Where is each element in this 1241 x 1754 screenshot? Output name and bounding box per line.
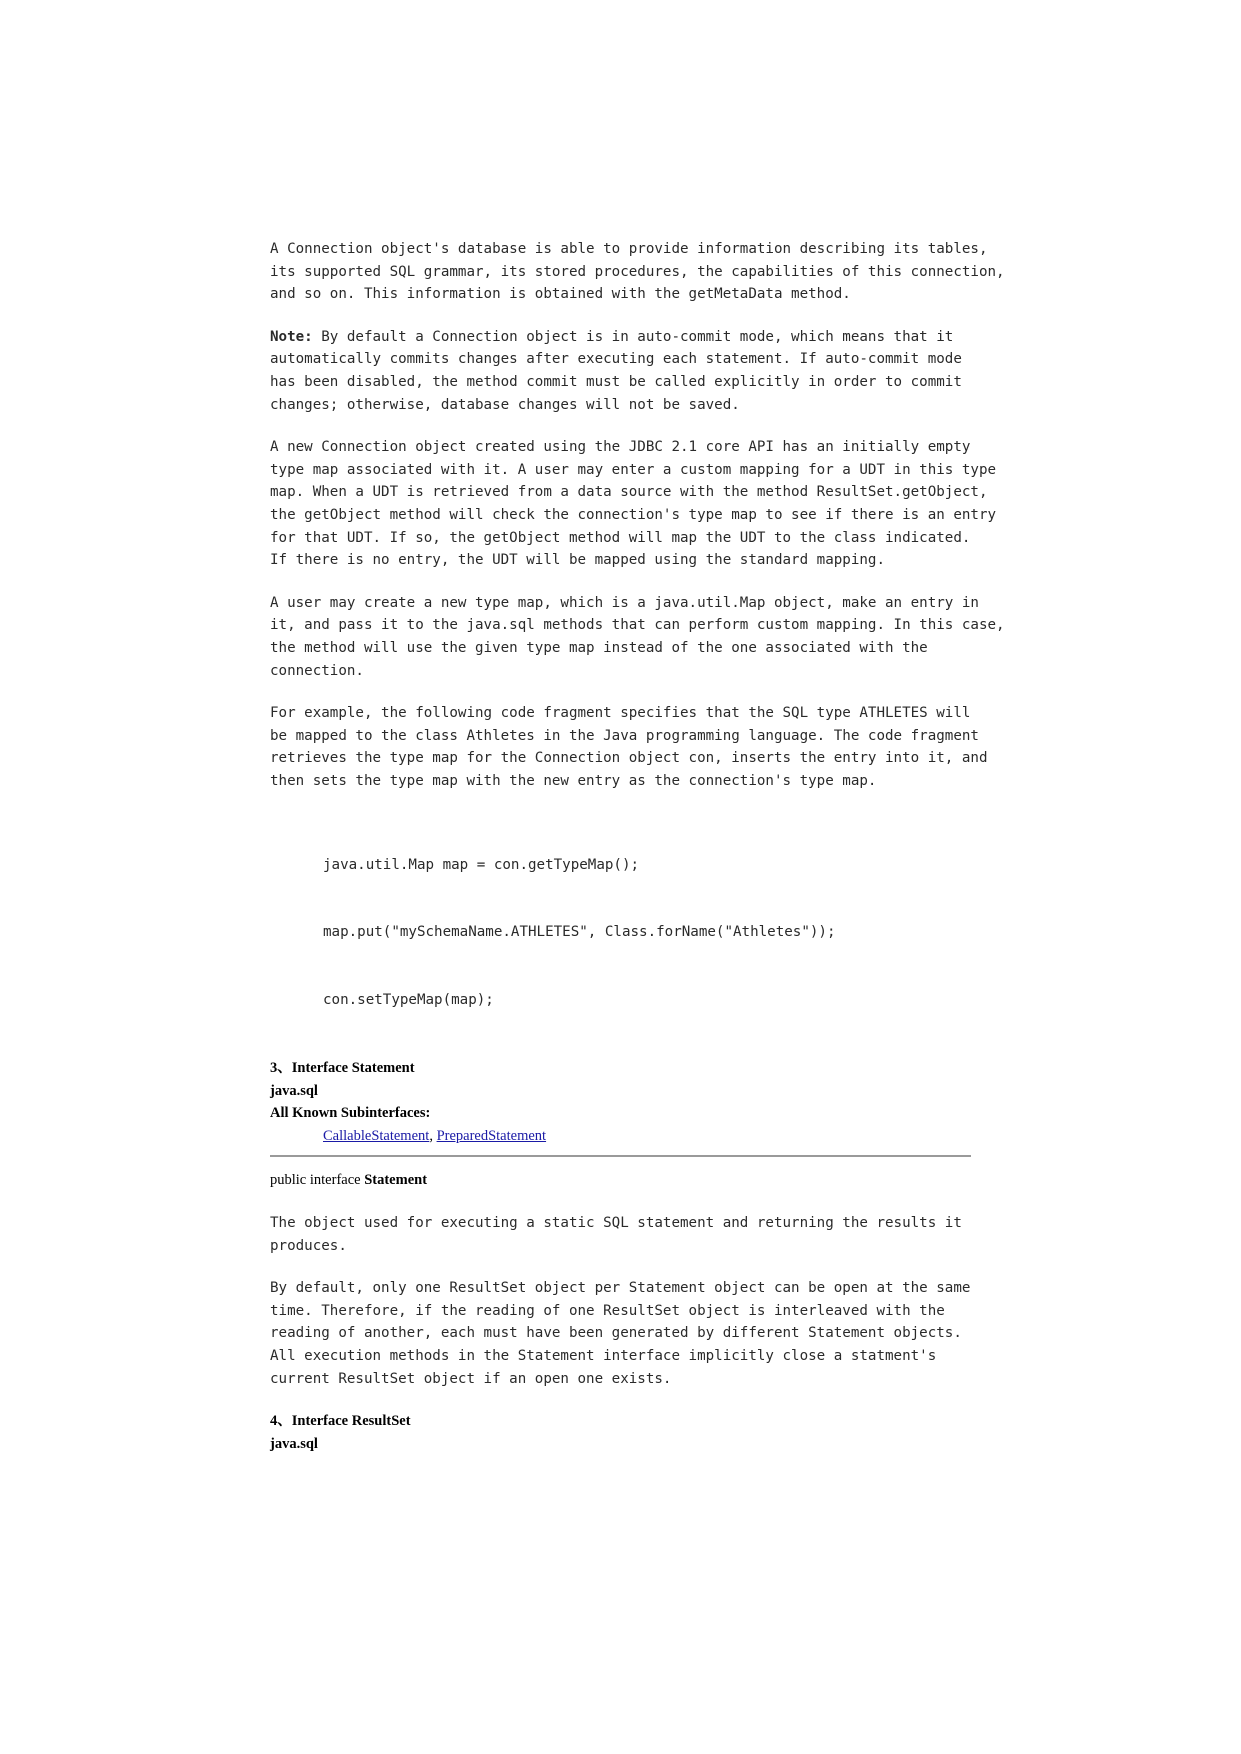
signature-prefix: public interface: [270, 1172, 365, 1189]
text-line: All execution methods in the Statement interface implicitly close a statment's: [270, 1347, 937, 1364]
text-line: then sets the type map with the new entry as the connection's type map.: [270, 772, 877, 789]
text-line: the method will use the given type map instead of the one associated with the: [270, 639, 928, 656]
paragraph-statement-desc: [270, 1212, 975, 1257]
text-line: and so on. This information is obtained with the getMetaData method.: [270, 286, 851, 303]
package-name-resultset: java.sql: [270, 1435, 318, 1452]
text-line: connection.: [270, 662, 364, 679]
paragraph-example: [270, 702, 988, 792]
text-line: has been disabled, the method commit must be called explicitly in order to commit: [270, 373, 962, 390]
text-line: it, and pass it to the java.sql methods that can perform custom mapping. In this case,: [270, 617, 1005, 634]
text-line: [270, 326, 975, 349]
text-line: For example, the following code fragment specifies that the SQL type ATHLETES will: [270, 705, 971, 722]
text-line: By default, only one ResultSet object per Statement object can be open at the same: [270, 1280, 971, 1297]
link-separator: ,: [429, 1127, 437, 1144]
text-line: for that UDT. If so, the getObject method will map the UDT to the class indicated.: [270, 529, 971, 546]
text-line: A user may create a new type map, which is a java.util.Map object, make an entry in: [270, 594, 979, 611]
paragraph-type-map: [270, 436, 997, 572]
text-line: reading of another, each must have been generated by different Statement objects.: [270, 1325, 962, 1342]
text-line: automatically commits changes after executing each statement. If auto-commit mode: [270, 351, 962, 368]
paragraph-metadata: [270, 238, 1005, 306]
code-block: [323, 808, 975, 1057]
text-line: A Connection object's database is able to provide information describing its tables,: [270, 241, 988, 257]
text-line: be mapped to the class Athletes in the Java programming language. The code fragment: [270, 727, 979, 744]
text-line: the getObject method will check the connection's type map to see if there is an entry: [270, 506, 997, 523]
text-line: If there is no entry, the UDT will be mapped using the standard mapping.: [270, 552, 885, 569]
link-callable-statement[interactable]: CallableStatement: [323, 1127, 430, 1144]
text-line: produces.: [270, 1237, 347, 1254]
signature-name: Statement: [364, 1172, 428, 1189]
section-title-resultset: 4、Interface ResultSet: [270, 1413, 411, 1430]
section-title-statement: 3、Interface Statement: [270, 1060, 415, 1076]
note-text: By default a Connection object is in auto-commit mode, which means that it: [312, 328, 954, 345]
text-line: its supported SQL grammar, its stored procedures, the capabilities of this connection,: [270, 263, 1005, 280]
text-line: type map associated with it. A user may enter a custom mapping for a UDT in this type: [270, 461, 997, 478]
divider: [270, 1155, 971, 1157]
document-body: [270, 238, 1005, 1455]
subinterfaces-label: All Known Subinterfaces:: [270, 1105, 431, 1122]
text-line: changes; otherwise, database changes will not be saved.: [270, 396, 740, 413]
code-line: con.setTypeMap(map);: [323, 992, 494, 1009]
subinterfaces-list: [323, 1125, 975, 1148]
text-line: map. When a UDT is retrieved from a data source with the method ResultSet.getObject,: [270, 484, 988, 501]
text-line: retrieves the type map for the Connection object con, inserts the entry into it, and: [270, 750, 988, 767]
interface-signature: [270, 1169, 975, 1192]
text-line: A new Connection object created using the JDBC 2.1 core API has an initially empty: [270, 439, 971, 456]
text-line: current ResultSet object if an open one exists.: [270, 1370, 672, 1387]
package-name: java.sql: [270, 1082, 318, 1099]
paragraph-custom-map: [270, 592, 1005, 682]
paragraph-note: [270, 326, 975, 416]
code-line: map.put("mySchemaName.ATHLETES", Class.forName("Athletes"));: [323, 924, 836, 941]
text-line: time. Therefore, if the reading of one ResultSet object is interleaved with the: [270, 1302, 945, 1319]
code-line: java.util.Map map = con.getTypeMap();: [323, 856, 640, 873]
text-line: The object used for executing a static SQL statement and returning the results it: [270, 1214, 962, 1231]
note-label: Note:: [270, 328, 313, 345]
paragraph-statement-resultset: [270, 1277, 975, 1390]
link-prepared-statement[interactable]: PreparedStatement: [436, 1127, 547, 1144]
